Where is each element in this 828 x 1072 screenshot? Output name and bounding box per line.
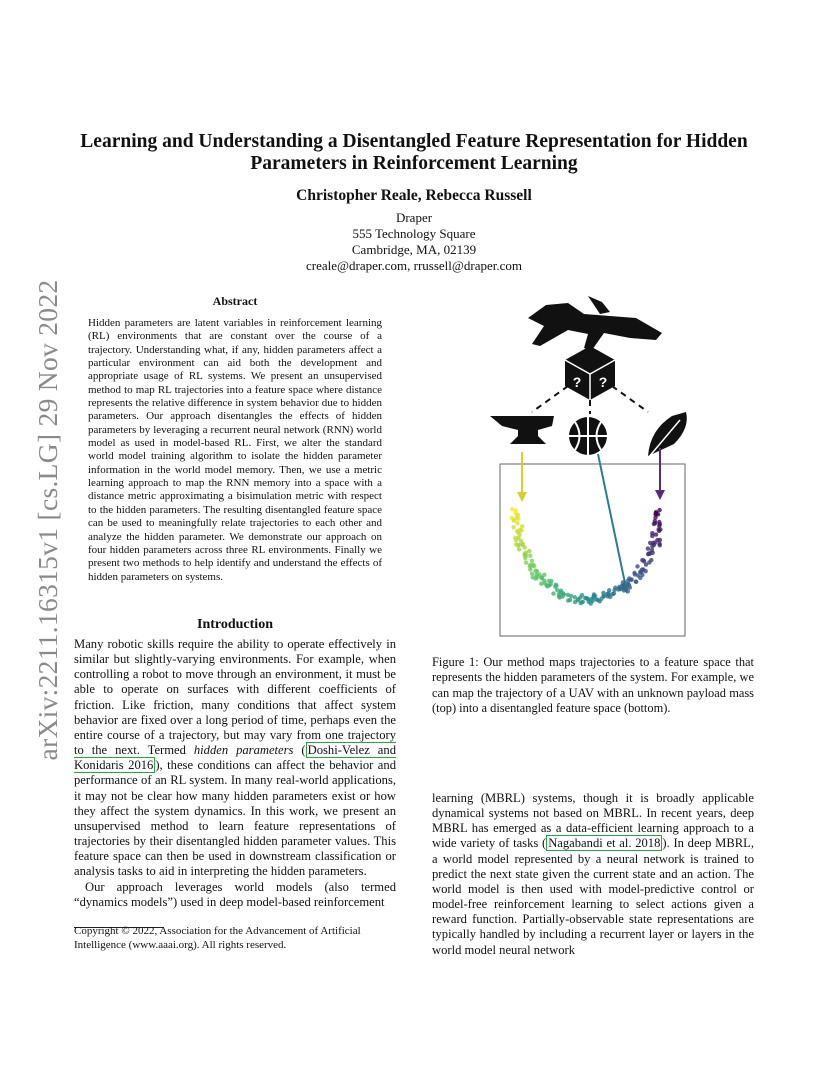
feature-point [606,594,610,598]
feature-point [634,579,638,583]
feature-point [511,525,515,529]
citation-link-nagabandi[interactable]: Nagabandi et al. 2018 [548,836,661,851]
feature-point [658,527,662,531]
feature-point [560,594,564,598]
feature-point [515,521,519,525]
authors: Christopher Reale, Rebecca Russell [296,187,532,204]
feature-point [655,538,659,542]
feature-point [583,596,587,600]
feather-icon [648,412,687,458]
feature-point [654,532,658,536]
feature-point [652,543,656,547]
feature-point [549,582,553,586]
feature-point [640,558,644,562]
affiliation-street: 555 Technology Square [352,226,476,241]
feature-point [641,567,645,571]
feature-point [644,562,648,566]
feature-point [523,553,527,557]
feature-point [651,551,655,555]
feature-point [656,512,660,516]
feature-point [598,599,602,603]
introduction-heading: Introduction [197,617,273,632]
basketball-icon [569,417,607,455]
feature-point [622,588,626,592]
mystery-box-icon [565,346,615,400]
feature-point [581,600,585,604]
title-line-2: Parameters in Reinforcement Learning [250,153,578,174]
feature-point [607,588,611,592]
feature-point [657,508,661,512]
feature-point [551,591,555,595]
abstract-body: Hidden parameters are latent variables in reinforcement learning (RL) environments that are constant over the course of a trajectory. Understanding what, if any, hidden parameters affect a particular environment can aid both the development and appropriate usage of RL systems. We present an unsupervised method to map RL trajectories into a feature space where distance represents the relative difference in system behavior due to hidden parameters. Our approach disentangles the effects of hidden parameters by leveraging a recurrent neural network (RNN) world model as used in model-based RL. First, we alter the standard world model training algorithm to isolate the hidden parameter information in the world model memory. Then, we use a metric learning approach to map the RNN memory into a space with a distance metric approximating a bisimulation metric with respect to the hidden parameters. The resulting disentangled feature space can be used to meaningfully relate trajectories to each other and analyze the hidden parameter. We demonstrate our approach on four hidden parameters across three RL environments. Finally we present two methods to help identify and understand the effects of hidden parameters on systems. [88,317,382,583]
copyright-footnote: Copyright © 2022, Association for the Advancement of Artificial Intelligence (www.aaai.org). All rights reserved. [74,925,361,951]
feature-point [628,585,632,589]
box-glyph-left: ? [572,374,582,390]
feature-point [589,601,593,605]
introduction-body [74,637,396,910]
feature-space-scatter [510,507,663,606]
figure-1 [480,288,700,640]
paper-title [60,131,768,175]
feature-point [632,571,636,575]
feature-point [512,519,516,523]
feature-point [601,591,605,595]
feature-point [520,543,524,547]
anvil-icon [490,416,554,444]
box-glyph-right: ? [598,374,608,390]
feature-point [658,522,662,526]
feature-point [612,591,616,595]
feature-point [566,598,570,602]
figure-caption: Figure 1: Our method maps trajectories to a feature space that represents the hidden parameters of the system. For example, we can map the trajectory of a UAV with an unknown payload mass (top) into a disentangled feature space (bottom). [432,655,754,715]
feature-point [510,507,514,511]
feature-point [534,576,538,580]
feature-point [528,567,532,571]
affiliation-org: Draper [395,210,433,225]
feature-point [649,558,653,562]
affiliation-city: Cambridge, MA, 02139 [351,242,477,257]
feature-point [621,580,625,584]
feature-point [635,564,639,568]
feature-point [622,584,626,588]
feature-point [629,578,633,582]
feature-point [517,547,521,551]
uav-icon [528,296,662,350]
feature-point [527,549,531,553]
feature-point [534,573,538,577]
feature-point [520,524,524,528]
affiliation-emails: creale@draper.com, rrussell@draper.com [306,258,522,273]
citation-link-doshi-velez[interactable]: Doshi-Velez and Konidaris 2016 [74,743,396,773]
arxiv-identifier-text: arXiv:2211.16315v1 [cs.LG] 29 Nov 2022 [32,279,63,761]
feature-point [540,576,544,580]
abstract-heading: Abstract [212,294,258,308]
feature-point [646,546,650,550]
title-line-1: Learning and Understanding a Disentangled Feature Representation for Hidden [80,131,748,152]
introduction-paragraph-2: Our approach leverages world models (also termed “dynamics models”) used in deep model-based reinforcement [74,879,396,909]
feature-point [539,582,543,586]
feature-point [626,589,630,593]
feature-point [516,517,520,521]
feature-point [524,561,528,565]
feature-point [528,554,532,558]
feature-point [648,541,652,545]
feature-point [613,586,617,590]
right-column-body: learning (MBRL) systems, though it is broadly applicable dynamical systems not based on MBRL. In recent years, deep MBRL has emerged as a data-efficient learning approach to a wide variety of tasks ( Nagabandi et al. 2018 ). In deep MBRL, a world model represented by a neural network is trained to predict the next state given the current state and an action. The world model is then used with model-predictive control or model-free reinforcement learning to select actions given a reward function. Partially-observable state representations are typically handled by including a recurrent layer or layers in the world model neural network [432,791,754,957]
introduction-paragraph-1: Many robotic skills require the ability to operate effectively in similar but slightly-varying environments. For example, when controlling a robot to move through an environment, it must be able to operate on surfaces with different coefficients of friction. Like friction, many conditions that affect system behavior are fixed over a long period of time, perhaps even the entire course of a trajectory, but may vary from one trajectory to the next. Termed hidden parameters ( Doshi-Velez and Konidaris 2016 ), these conditions can affect the behavior and performance of an RL system. In many real-world applications, it may not be clear how many hidden parameters exist or how they affect the system dynamics. In this work, we present an unsupervised method to learn feature representations of trajectories by their disentangled hidden parameter values. This feature space can then be used in downstream classification or analysis tasks to aid in interpreting the hidden parameters. [74,637,396,879]
feature-point [646,552,650,556]
feature-point [530,559,534,563]
